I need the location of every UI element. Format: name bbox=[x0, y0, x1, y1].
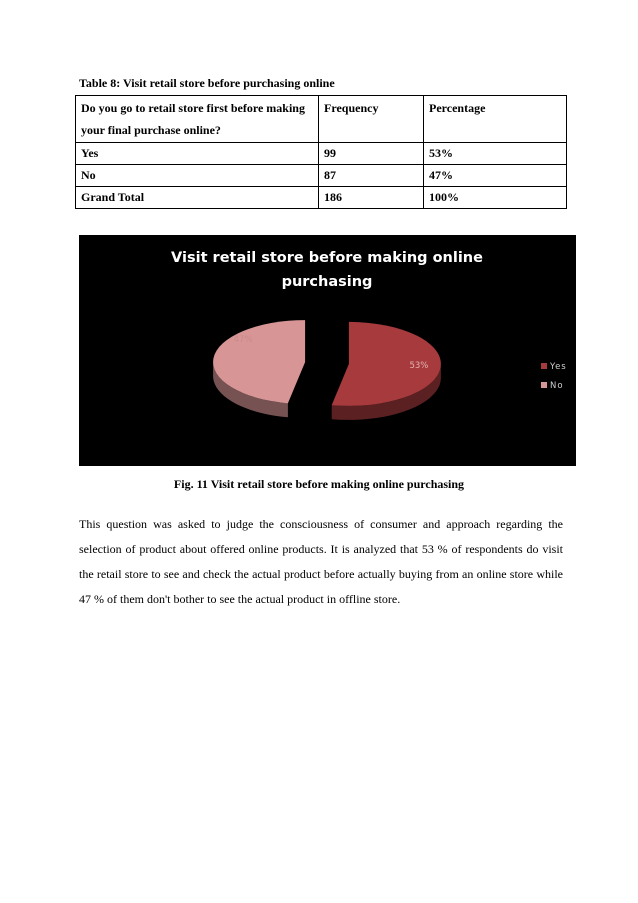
pie-chart-svg bbox=[79, 235, 576, 466]
row-frequency: 99 bbox=[319, 143, 424, 165]
row-percentage: 100% bbox=[424, 187, 567, 209]
row-frequency: 87 bbox=[319, 165, 424, 187]
figure-caption: Fig. 11 Visit retail store before making online purchasing bbox=[173, 477, 465, 491]
header-question: Do you go to retail store first before making your final purchase online? bbox=[76, 96, 319, 143]
table-row bbox=[76, 187, 567, 209]
body-paragraph: This question was asked to judge the consciousness of consumer and approach regarding the selection of product about offered online products. It is analyzed that 53 % of respondents do visit the retail store to see and check the actual product before actually buying from an online store while 47 % of them don't bother to see the actual product in offline store. bbox=[79, 517, 563, 606]
legend-swatch-no bbox=[541, 382, 547, 388]
chart-title: Visit retail store before making online bbox=[171, 250, 483, 266]
legend-swatch-yes bbox=[541, 363, 547, 369]
row-label: Yes bbox=[76, 143, 319, 165]
legend-label-no: No bbox=[550, 381, 564, 391]
row-percentage: 53% bbox=[424, 143, 567, 165]
header-frequency: Frequency bbox=[319, 96, 424, 143]
legend-label-yes: Yes bbox=[550, 362, 567, 372]
table-caption: Table 8: Visit retail store before purchasing online bbox=[79, 76, 335, 90]
row-label: No bbox=[76, 165, 319, 187]
row-percentage: 47% bbox=[424, 165, 567, 187]
frequency-table bbox=[75, 95, 567, 209]
table-row bbox=[76, 165, 567, 187]
row-frequency: 186 bbox=[319, 187, 424, 209]
chart-title: purchasing bbox=[281, 274, 373, 290]
pie-chart bbox=[79, 235, 576, 466]
row-label: Grand Total bbox=[76, 187, 319, 209]
pie-data-label: 47% bbox=[233, 335, 253, 346]
header-percentage: Percentage bbox=[424, 96, 567, 143]
pie-data-label: 53% bbox=[409, 360, 429, 371]
table-row bbox=[76, 143, 567, 165]
table-header-row bbox=[76, 96, 567, 143]
